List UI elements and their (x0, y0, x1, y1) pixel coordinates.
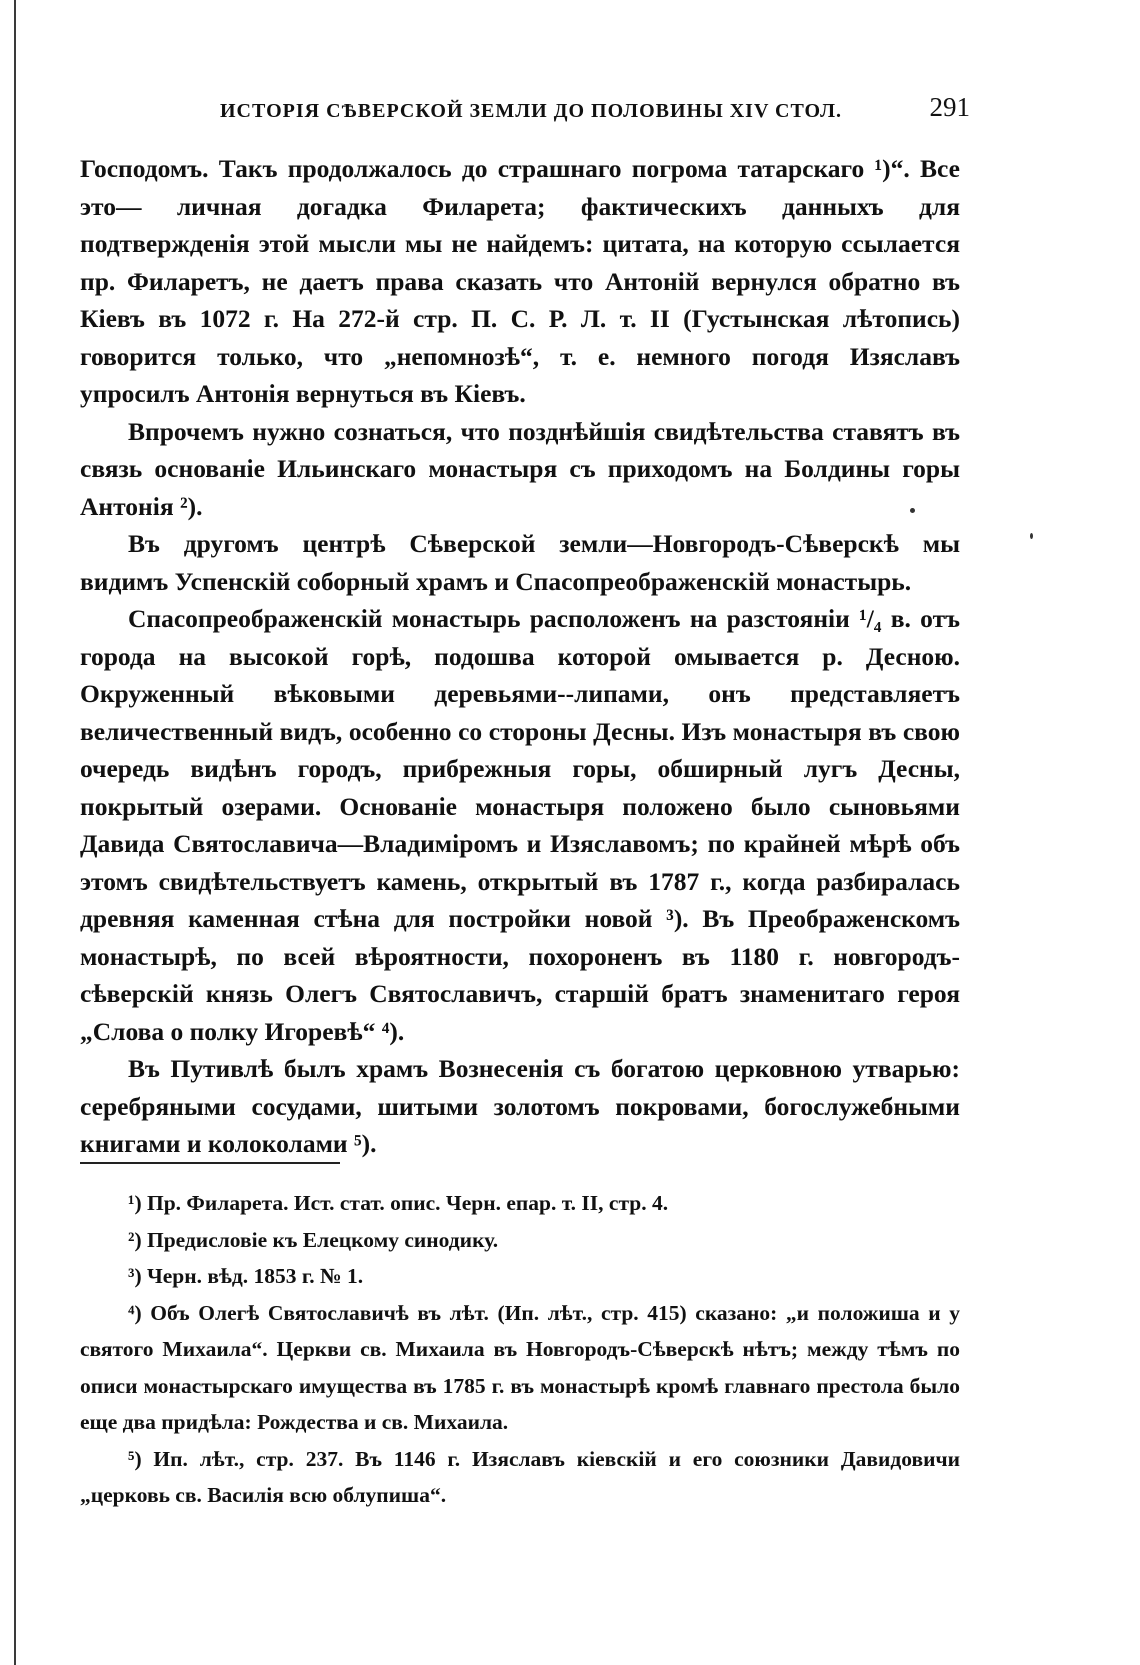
running-head: ИСТОРІЯ СѢВЕРСКОЙ ЗЕМЛИ ДО ПОЛОВИНЫ XIV СТОЛ. (220, 100, 843, 122)
footnote-separator (80, 1162, 340, 1164)
footnote-2 (80, 1222, 960, 1259)
paragraph-5: Въ Путивлѣ былъ храмъ Вознесенія съ богатою церковною утварью: серебряными сосудами, шитыми золотомъ покровами, богослужебными книгами и колоколами ⁵). (80, 1054, 960, 1158)
footnote-5 (80, 1441, 960, 1514)
footnote-mark: ⁴) (128, 1300, 142, 1325)
paragraph-3: Въ другомъ центрѣ Сѣверской земли—Новгородъ-Сѣверскѣ мы видимъ Успенскій соборный храмъ и Спасопреображенскій монастырь. (80, 529, 960, 596)
print-speck (1030, 533, 1033, 539)
footnote-mark: ⁵) (128, 1446, 142, 1471)
main-text (80, 150, 960, 1163)
footnote-text: Пр. Филарета. Ист. стат. опис. Черн. епар. т. II, стр. 4. (146, 1191, 669, 1215)
footnote-text: Предисловіе къ Елецкому синодику. (146, 1227, 499, 1252)
footnote-text: Ип. лѣт., стр. 237. Въ 1146 г. Изяславъ кіевскій и его союзники Давидовичи „церковь св. Василія всю облупиша“. (80, 1446, 960, 1507)
footnote-3 (80, 1258, 960, 1295)
print-speck (910, 508, 915, 513)
footnote-mark: ³) (128, 1264, 142, 1288)
page-margin-rule (14, 0, 16, 1665)
page-number: 291 (929, 92, 970, 122)
paragraph-2: Впрочемъ нужно сознаться, что позднѣйшія свидѣтельства ставятъ въ связь основаніе Ильинскаго монастыря съ приходомъ на Болдины горы Антонія ²). (80, 416, 960, 521)
paragraph-1: Господомъ. Такъ продолжалось до страшнаго погрома татарскаго ¹)“. Все это— личная догадка Филарета; фактическихъ данныхъ для подтвержденія этой мысли мы не найдемъ: цитата, на которую ссылается пр. Филаретъ, не даетъ права сказать что Антоній вернулся обратно въ Кіевъ въ 1072 г. На 272-й стр. П. С. Р. Л. т. II (Густынская лѣтопись) говорится только, что „непомнозѣ“, т. е. немного погодя Изяславъ упросилъ Антонія вернуться въ Кіевъ. (80, 154, 960, 408)
footnote-4 (80, 1295, 960, 1441)
paragraph-4: Спасопреображенскій монастырь расположенъ на разстояніи ¹/₄ в. отъ города на высокой горѣ, подошва которой омывается р. Десною. Окруженный вѣковыми деревьями--липами, онъ представляетъ величественный видъ, особенно со стороны Десны. Изъ монастыря въ свою очередь видѣнъ городъ, прибрежныя горы, обширный лугъ Десны, покрытый озерами. Основаніе монастыря положено было сыновьями Давида Святославича—Владиміромъ и Изяславомъ; по крайней мѣрѣ объ этомъ свидѣтельствуетъ камень, открытый въ 1787 г., когда разбиралась древняя каменная стѣна для постройки новой ³). Въ Преображенскомъ монастырѣ, по всей вѣроятности, похороненъ въ 1180 г. новгородъ-сѣверскій князь Олегъ Святославичъ, старшій братъ знаменитаго героя „Слова о полку Игоревѣ“ ⁴). (80, 604, 960, 1046)
footnote-mark: ²) (128, 1227, 142, 1252)
footnote-mark: ¹) (128, 1191, 142, 1215)
footnote-text: Черн. вѣд. 1853 г. № 1. (146, 1264, 364, 1288)
footnotes (80, 1185, 960, 1514)
footnote-text: Объ Олегѣ Святославичѣ въ лѣт. (Ип. лѣт., стр. 415) сказано: „и положиша и у святого Михаила“. Церкви св. Михаила въ Новгородъ-Сѣверскѣ нѣтъ; между тѣмъ по описи монастырскаго имущества въ 1785 г. въ монастырѣ кромѣ главнаго престола было еще два придѣла: Рождества и св. Михаила. (80, 1300, 961, 1434)
page-header (80, 92, 980, 132)
footnote-1 (80, 1185, 960, 1222)
